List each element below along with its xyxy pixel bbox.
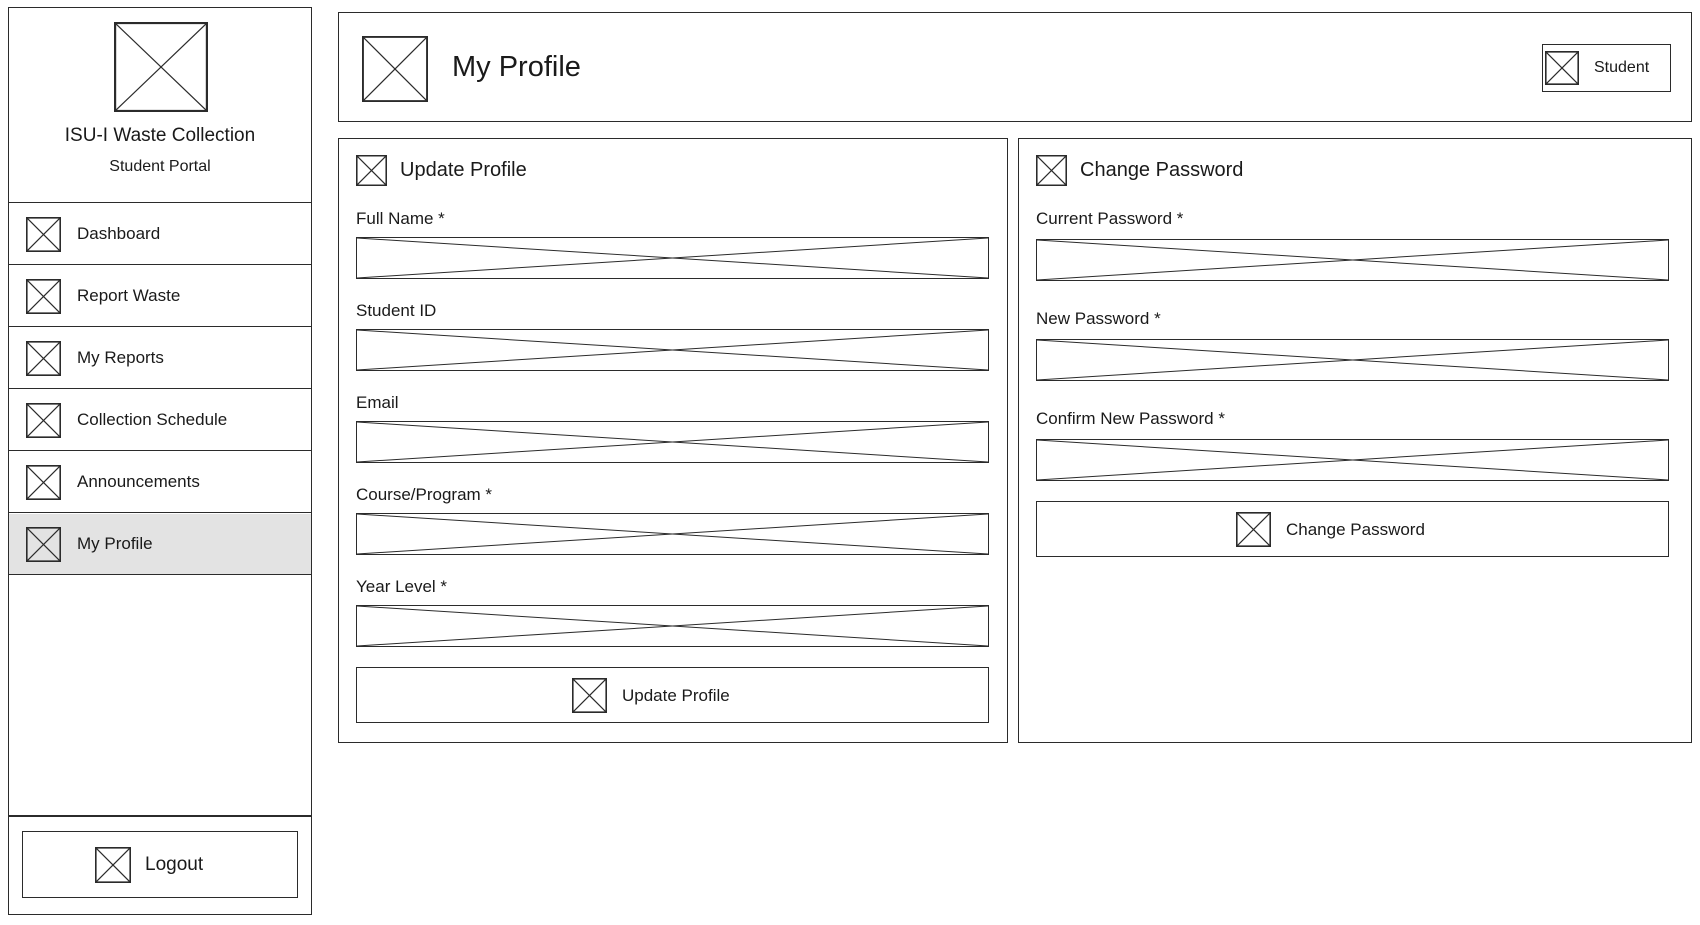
user-role-label: Student <box>1594 59 1650 76</box>
new-password-field[interactable] <box>1036 339 1669 381</box>
logout-label: Logout <box>145 854 204 875</box>
sidebar-item-my-profile[interactable] <box>9 514 311 575</box>
update-profile-card <box>338 138 1008 743</box>
update-profile-button-label: Update Profile <box>622 686 730 705</box>
card-title: Update Profile <box>400 159 527 181</box>
current-password-field[interactable] <box>1036 239 1669 281</box>
user-role-button[interactable] <box>1542 44 1671 92</box>
sidebar-item-label: Announcements <box>77 472 200 491</box>
dashboard-icon <box>26 217 61 252</box>
logout-button[interactable] <box>22 831 298 898</box>
sidebar-item-label: Dashboard <box>77 224 161 243</box>
report-waste-icon <box>26 279 61 314</box>
brand-subtitle: Student Portal <box>109 158 211 175</box>
sidebar-item-label: Collection Schedule <box>77 410 228 429</box>
change-password-button[interactable] <box>1036 501 1669 557</box>
announcements-icon <box>26 465 61 500</box>
change-password-icon <box>1036 155 1067 186</box>
sidebar-divider <box>9 815 311 817</box>
sidebar-item-label: My Profile <box>77 534 153 553</box>
confirm-new-password-field[interactable] <box>1036 439 1669 481</box>
full-name-label: Full Name * <box>356 209 445 228</box>
sidebar-brand <box>9 8 311 203</box>
page-header <box>338 12 1692 122</box>
brand-title: ISU-I Waste Collection <box>64 125 256 146</box>
update-profile-icon <box>356 155 387 186</box>
confirm-new-password-label: Confirm New Password * <box>1036 409 1225 428</box>
email-field[interactable] <box>356 421 989 463</box>
sidebar-item-announcements[interactable] <box>9 452 311 513</box>
page-title: My Profile <box>452 51 581 83</box>
full-name-field[interactable] <box>356 237 989 279</box>
sidebar-item-label: My Reports <box>77 348 164 367</box>
sidebar-item-dashboard[interactable] <box>9 204 311 265</box>
logout-icon <box>95 847 131 883</box>
sidebar-item-label: Report Waste <box>77 286 181 305</box>
course-program-label: Course/Program * <box>356 485 493 504</box>
year-level-label: Year Level * <box>356 577 448 596</box>
student-id-label: Student ID <box>356 301 437 320</box>
collection-schedule-icon <box>26 403 61 438</box>
change-password-card <box>1018 138 1692 743</box>
card-title: Change Password <box>1080 159 1244 181</box>
current-password-label: Current Password * <box>1036 209 1184 228</box>
my-profile-icon <box>26 527 61 562</box>
user-avatar-icon <box>1545 51 1579 85</box>
update-profile-button[interactable] <box>356 667 989 723</box>
email-label: Email <box>356 393 399 412</box>
sidebar-item-collection-schedule[interactable] <box>9 390 311 451</box>
change-password-button-icon <box>1236 512 1271 547</box>
app-logo-icon <box>114 22 208 112</box>
sidebar-item-report-waste[interactable] <box>9 266 311 327</box>
course-program-field[interactable] <box>356 513 989 555</box>
sidebar-item-my-reports[interactable] <box>9 328 311 389</box>
my-reports-icon <box>26 341 61 376</box>
page-header-icon <box>362 36 428 102</box>
new-password-label: New Password * <box>1036 309 1161 328</box>
update-profile-button-icon <box>572 678 607 713</box>
sidebar <box>8 7 312 915</box>
change-password-button-label: Change Password <box>1286 520 1425 539</box>
student-id-field[interactable] <box>356 329 989 371</box>
year-level-field[interactable] <box>356 605 989 647</box>
